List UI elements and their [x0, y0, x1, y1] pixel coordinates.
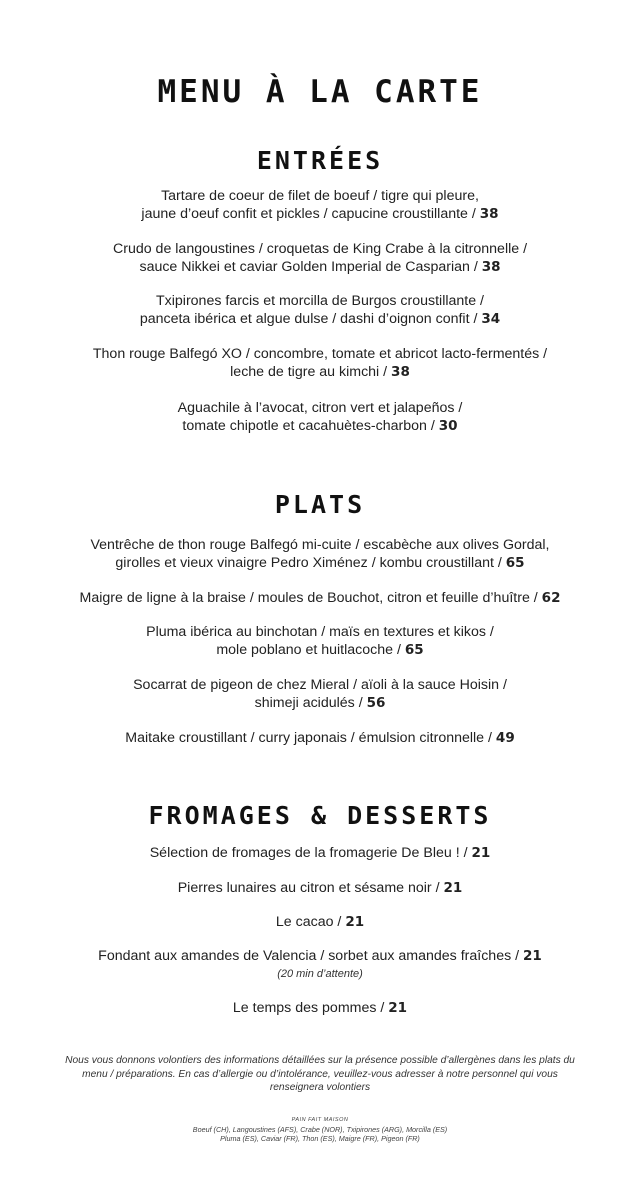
menu-item-line — [20, 311, 620, 329]
menu-item — [20, 400, 620, 435]
menu-item — [20, 624, 620, 659]
menu-item — [20, 1000, 620, 1018]
menu-item-text: Pluma ibérica au binchotan / maïs en textures et kikos / — [146, 624, 494, 640]
menu-item-price: 38 — [479, 205, 499, 222]
menu-item-line — [20, 188, 620, 206]
menu-item-text: Le temps des pommes / — [232, 1000, 385, 1016]
allergen-notice: Nous vous donnons volontiers des informations détaillées sur la présence possible d’allergènes dans les plats du menu / préparations. En cas d’allergie ou d’intolérance, veuillez-vous adresser à notre personnel qui vous renseignera volontiers — [65, 1055, 575, 1093]
menu-item-line — [20, 590, 620, 608]
menu-item-price: 21 — [345, 914, 365, 930]
menu-item-line — [20, 241, 620, 259]
origins-line-2: Pluma (ES), Caviar (FR), Thon (ES), Maigre (FR), Pigeon (FR) — [220, 1134, 420, 1143]
menu-item-line — [20, 346, 620, 364]
menu-item-line — [20, 537, 620, 555]
menu-item-text: Crudo de langoustines / croquetas de King Crabe à la citronnelle / — [112, 241, 528, 257]
menu-item — [20, 188, 620, 223]
section-title-entrees: ENTRÉES — [256, 146, 384, 175]
page-title: MENU À LA CARTE — [157, 74, 483, 110]
menu-item — [20, 948, 620, 982]
menu-item — [20, 241, 620, 276]
menu-item-price: 21 — [443, 880, 463, 896]
menu-item-text: leche de tigre au kimchi / — [230, 363, 388, 380]
menu-item-line — [20, 624, 620, 642]
menu-item-line — [20, 293, 620, 311]
menu-item-price: 62 — [541, 590, 561, 606]
menu-item-line — [20, 400, 620, 418]
section-title-fromages-desserts: FROMAGES & DESSERTS — [148, 801, 492, 830]
menu-item — [20, 845, 620, 863]
menu-item-text: girolles et vieux vinaigre Pedro Ximénez / kombu croustillant / — [115, 554, 502, 571]
menu-item-price: 65 — [404, 641, 424, 658]
menu-item-text: Tartare de coeur de filet de boeuf / tigre qui pleure, — [161, 188, 479, 204]
footer-origins — [60, 1116, 580, 1143]
menu-item-text: Sélection de fromages de la fromagerie De Bleu ! / — [149, 845, 468, 861]
menu-item-line — [20, 555, 620, 573]
menu-item-text: shimeji acidulés / — [254, 694, 363, 711]
menu-item-text: Aguachile à l’avocat, citron vert et jalapeños / — [177, 400, 463, 416]
menu-item-price: 21 — [471, 845, 491, 861]
menu-item-text: Thon rouge Balfegó XO / concombre, tomate et abricot lacto-fermentés / — [92, 346, 548, 362]
menu-item — [20, 590, 620, 608]
menu-item-text: Pierres lunaires au citron et sésame noir / — [177, 880, 440, 896]
menu-item-line — [20, 677, 620, 695]
origins-line-1: Boeuf (CH), Langoustines (AFS), Crabe (NOR), Txipirones (ARG), Morcilla (ES) — [192, 1125, 448, 1134]
menu-item-line — [20, 642, 620, 660]
menu-item-line — [20, 948, 620, 966]
menu-item-price: 38 — [391, 363, 410, 380]
menu-item-price: 21 — [388, 1000, 408, 1016]
menu-item-price: 34 — [481, 310, 501, 327]
menu-item-line — [20, 695, 620, 713]
menu-item — [20, 346, 620, 381]
menu-item-text: Maigre de ligne à la braise / moules de Bouchot, citron et feuille d’huître / — [79, 590, 538, 606]
menu-item-text: panceta ibérica et algue dulse / dashi d’oignon confit / — [139, 310, 478, 327]
menu-item-text: Socarrat de pigeon de chez Mieral / aïoli à la sauce Hoisin / — [133, 677, 507, 693]
menu-item-line — [20, 206, 620, 224]
menu-item-text: tomate chipotle et cacahuètes-charbon / — [182, 417, 435, 434]
menu-item — [20, 293, 620, 328]
menu-item-price: 21 — [523, 948, 542, 964]
menu-item-price: 49 — [495, 730, 515, 746]
bread-note: PAIN FAIT MAISON — [291, 1117, 349, 1123]
menu-item-price: 65 — [505, 554, 525, 571]
menu-item-text: mole poblano et huitlacoche / — [216, 641, 401, 658]
menu-item-price: 30 — [438, 417, 458, 434]
menu-item-line — [20, 730, 620, 748]
menu-item — [20, 914, 620, 932]
menu-item-line — [20, 845, 620, 863]
menu-item-price: 56 — [366, 694, 386, 711]
menu-item — [20, 880, 620, 898]
menu-item-line — [20, 880, 620, 898]
section-title-plats: PLATS — [274, 490, 366, 519]
menu-item-line — [20, 418, 620, 436]
menu-item-text: jaune d’oeuf confit et pickles / capucine croustillante / — [141, 205, 476, 222]
menu-item-line — [20, 1000, 620, 1018]
menu-item — [20, 677, 620, 712]
menu-item-line — [20, 259, 620, 277]
menu-item — [20, 537, 620, 572]
menu-item — [20, 730, 620, 748]
menu-item-text: Ventrêche de thon rouge Balfegó mi-cuite / escabèche aux olives Gordal, — [90, 537, 550, 553]
menu-item-price: 38 — [481, 258, 501, 275]
menu-item-text: Maitake croustillant / curry japonais / émulsion citronnelle / — [125, 730, 492, 746]
menu-item-text: Le cacao / — [275, 914, 342, 930]
menu-item-text: Fondant aux amandes de Valencia / sorbet aux amandes fraîches / — [98, 948, 520, 964]
menu-item-text: Txipirones farcis et morcilla de Burgos croustillante / — [155, 293, 485, 309]
menu-item-note: (20 min d’attente) — [277, 967, 363, 980]
menu-item-line — [20, 914, 620, 932]
menu-item-text: sauce Nikkei et caviar Golden Imperial de Casparian / — [139, 258, 478, 275]
menu-item-line — [20, 364, 620, 382]
